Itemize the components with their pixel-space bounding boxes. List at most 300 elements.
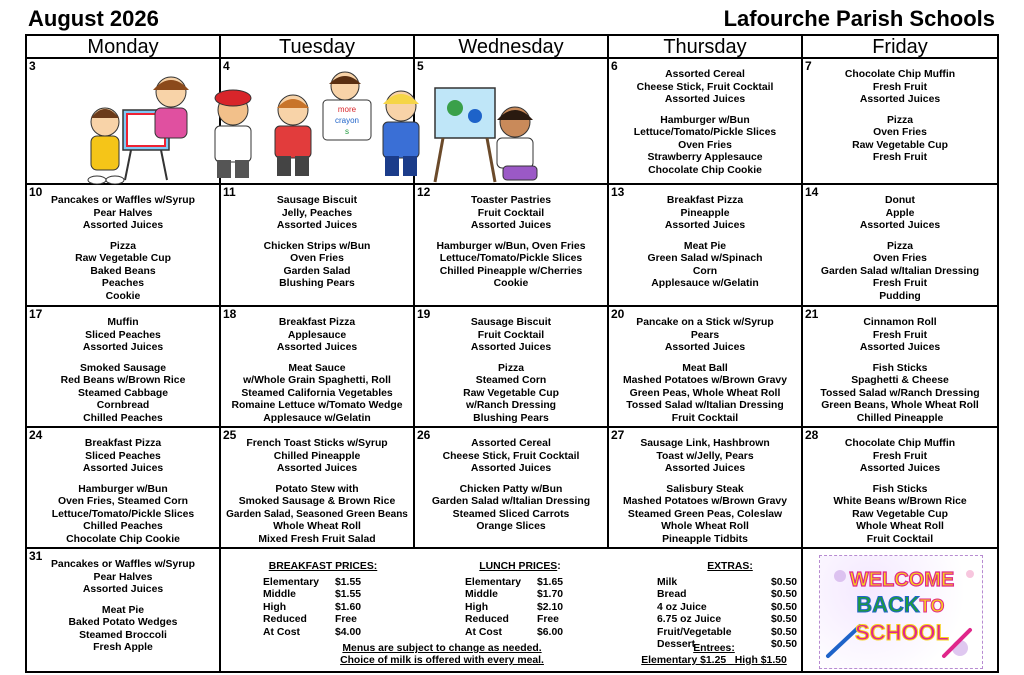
price-label: Fruit/Vegetable	[657, 626, 732, 638]
menu-item: Chilled Pineapple	[856, 412, 944, 424]
menu-item: Potato Stew with	[275, 483, 359, 495]
menu-item: French Toast Sticks w/Syrup	[246, 438, 388, 449]
day-cell-24	[27, 428, 221, 549]
price-row	[263, 602, 383, 615]
menu-item: Assorted Cereal	[471, 438, 551, 449]
day-number: 19	[417, 307, 431, 321]
day-menu	[415, 317, 607, 428]
day-cell-6	[609, 59, 803, 185]
price-label: Elementary	[263, 576, 320, 588]
price-row	[263, 577, 383, 590]
menu-item: Assorted Juices	[664, 463, 746, 474]
menu-item: Strawberry Applesauce	[647, 152, 763, 163]
menu-item: Orange Slices	[476, 521, 546, 532]
price-label: High	[465, 601, 489, 613]
price-value: $0.50	[771, 576, 798, 588]
day-number: 10	[29, 185, 43, 199]
menu-change-note: Menus are subject to change as needed.	[342, 643, 542, 654]
day-menu	[803, 317, 997, 428]
lunch-prices-title	[465, 561, 575, 574]
lunch-menu	[27, 241, 219, 304]
day-menu	[27, 559, 219, 663]
menu-item: Raw Vegetable Cup	[463, 387, 559, 399]
menu-item: Assorted Juices	[276, 220, 358, 231]
menu-item: Whole Wheat Roll	[273, 521, 361, 532]
menu-item: Pudding	[879, 290, 921, 302]
day-number: 27	[611, 428, 625, 442]
menu-item: Chocolate Chip Muffin	[844, 69, 956, 80]
menu-item: Fresh Fruit	[872, 450, 928, 462]
price-row	[263, 589, 383, 602]
menu-item: Fruit Cocktail	[866, 533, 934, 545]
menu-item: Donut	[884, 195, 915, 206]
day-number: 24	[29, 428, 43, 442]
menu-item: Chocolate Chip Muffin	[844, 438, 956, 449]
menu-item: Green Beans, Whole Wheat Roll	[821, 400, 979, 411]
menu-item: Green Salad w/Spinach	[647, 253, 763, 264]
extras-prices	[657, 561, 803, 652]
lunch-menu	[609, 115, 801, 178]
price-value: $0.50	[771, 626, 798, 638]
menu-item: Cookie	[105, 290, 141, 302]
menu-item: Pizza	[498, 362, 524, 374]
menu-item: Pineapple Tidbits	[662, 533, 748, 545]
price-label: Middle	[263, 589, 296, 600]
lunch-menu	[221, 484, 413, 547]
menu-item: Meat Pie	[101, 604, 145, 616]
breakfast-prices	[263, 561, 383, 639]
price-row	[657, 602, 803, 615]
lunch-menu	[803, 241, 997, 304]
breakfast-menu	[609, 438, 801, 476]
price-value: $1.70	[537, 589, 564, 600]
menu-item: Mixed Fresh Fruit Salad	[258, 533, 376, 545]
to-word: TO	[919, 596, 945, 616]
price-value: $1.65	[537, 576, 564, 588]
kids-clipart-image	[83, 70, 603, 188]
breakfast-menu	[221, 438, 413, 476]
breakfast-menu	[609, 317, 801, 355]
breakfast-menu	[221, 317, 413, 355]
day-cell-27	[609, 428, 803, 549]
weekday-monday: Monday	[27, 36, 221, 59]
menu-item: Chocolate Chip Cookie	[648, 164, 762, 176]
lunch-prices-title-colon: :	[557, 561, 561, 572]
menu-item: Assorted Juices	[470, 342, 552, 353]
menu-item: Fresh Fruit	[872, 329, 928, 341]
menu-item: Whole Wheat Roll	[856, 521, 944, 532]
price-value: Free	[335, 614, 357, 625]
price-row	[465, 602, 575, 615]
menu-item: Fruit Cocktail	[477, 329, 545, 341]
welcome-graphic	[820, 556, 984, 670]
price-label: High	[263, 601, 287, 613]
day-cell-11	[221, 185, 415, 307]
menu-item: Fresh Fruit	[872, 278, 928, 289]
breakfast-menu	[415, 438, 607, 476]
day-menu	[221, 438, 413, 549]
menu-item: Oven Fries	[290, 253, 344, 264]
lunch-menu	[27, 605, 219, 655]
lunch-menu	[803, 115, 997, 165]
menu-item: Steamed Sliced Carrots	[452, 508, 570, 520]
lunch-menu	[803, 484, 997, 547]
menu-item: Garden Salad w/Italian Dressing	[820, 265, 980, 277]
menu-item: Steamed Broccoli	[79, 629, 167, 641]
day-cell-10	[27, 185, 221, 307]
price-row	[465, 589, 575, 602]
day-menu	[221, 317, 413, 428]
menu-item: Assorted Juices	[82, 342, 164, 353]
menu-item: Green Peas, Whole Wheat Roll	[629, 387, 781, 399]
day-cell-13	[609, 185, 803, 307]
day-menu	[609, 195, 801, 299]
menu-item: Oven Fries	[678, 139, 732, 151]
price-value: $1.60	[335, 601, 362, 613]
breakfast-menu	[803, 438, 997, 476]
day-cell-18	[221, 307, 415, 428]
menu-item: Mashed Potatoes w/Brown Gravy	[623, 496, 787, 507]
day-number: 11	[223, 185, 236, 199]
price-label: Dessert	[657, 639, 696, 650]
menu-item: Fresh Fruit	[872, 152, 928, 163]
menu-item: Pizza	[887, 240, 913, 252]
price-value: $0.50	[771, 589, 798, 600]
day-cell-14	[803, 185, 997, 307]
day-number: 17	[29, 307, 43, 321]
menu-item: Assorted Cereal	[665, 69, 745, 80]
menu-item: Fruit Cocktail	[671, 412, 739, 424]
day-menu	[27, 438, 219, 549]
price-label: Milk	[657, 576, 678, 588]
menu-item: Romaine Lettuce w/Tomato Wedge	[231, 400, 403, 411]
price-value: $1.55	[335, 589, 362, 600]
menu-item: w/Whole Grain Spaghetti, Roll	[243, 375, 391, 386]
menu-item: Fish Sticks	[872, 362, 928, 374]
lunch-menu	[609, 484, 801, 547]
menu-item: Garden Salad, Seasoned Green Beans	[226, 508, 408, 520]
lunch-menu	[221, 363, 413, 426]
menu-item: Raw Vegetable Cup	[852, 139, 948, 151]
lunch-menu	[803, 363, 997, 426]
school-name: Lafourche Parish Schools	[723, 6, 995, 31]
day-cell-17	[27, 307, 221, 428]
menu-item: Pizza	[110, 240, 136, 252]
lunch-menu	[27, 484, 219, 547]
welcome-back-image	[819, 555, 983, 669]
menu-item: Peaches	[101, 278, 145, 289]
day-menu	[221, 195, 413, 299]
day-number: 6	[611, 59, 618, 73]
price-value: $6.00	[537, 626, 564, 638]
day-menu	[27, 195, 219, 307]
menu-item: Tossed Salad w/Italian Dressing	[626, 400, 784, 411]
menu-item: Sliced Peaches	[85, 329, 161, 341]
breakfast-menu	[415, 317, 607, 355]
lunch-menu	[415, 484, 607, 534]
entrees-title: Entrees:	[693, 643, 735, 654]
month-title: August 2026	[28, 6, 159, 31]
menu-item: Assorted Juices	[82, 584, 164, 595]
menu-item: Assorted Juices	[470, 463, 552, 474]
menu-item: Pineapple	[680, 207, 730, 219]
day-cell-31	[27, 549, 221, 671]
extras-title: EXTRAS:	[707, 561, 753, 572]
menu-item: Blushing Pears	[473, 412, 549, 424]
day-number: 20	[611, 307, 625, 321]
weekday-thursday: Thursday	[609, 36, 803, 59]
menu-item: Assorted Juices	[859, 342, 941, 353]
breakfast-prices-title: BREAKFAST PRICES:	[268, 561, 378, 572]
menu-item: Muffin	[107, 317, 139, 328]
day-number: 18	[223, 307, 237, 321]
price-value: $0.50	[771, 614, 798, 625]
price-value: $0.50	[771, 639, 798, 650]
price-label: Reduced	[263, 614, 307, 625]
menu-item: Oven Fries	[873, 253, 927, 264]
weekday-tuesday: Tuesday	[221, 36, 415, 59]
menu-item: Mashed Potatoes w/Brown Gravy	[623, 375, 787, 386]
menu-item: Applesauce	[287, 329, 347, 341]
day-number: 26	[417, 428, 431, 442]
day-menu	[27, 317, 219, 428]
day-menu	[609, 69, 801, 185]
price-row	[657, 589, 803, 602]
day-cell-28	[803, 428, 997, 549]
day-cell-20	[609, 307, 803, 428]
menu-item: Sliced Peaches	[85, 450, 161, 462]
menu-item: Assorted Juices	[82, 220, 164, 231]
menu-item: Raw Vegetable Cup	[852, 508, 948, 520]
menu-item: Hamburger w/Bun	[660, 114, 750, 126]
menu-item: Corn	[692, 265, 718, 277]
calendar-grid	[25, 34, 999, 673]
menu-item: Lettuce/Tomato/Pickle Slices	[633, 127, 777, 138]
menu-item: Steamed Corn	[475, 375, 547, 386]
menu-item: Chilled Peaches	[83, 521, 163, 532]
menu-item: Baked Beans	[90, 265, 156, 277]
menu-item: Chilled Peaches	[83, 412, 163, 424]
menu-item: Assorted Juices	[470, 220, 552, 231]
price-label: Reduced	[465, 614, 509, 625]
day-cell-25	[221, 428, 415, 549]
day-number: 3	[29, 59, 36, 73]
lunch-prices	[465, 561, 575, 639]
menu-item: Spaghetti & Cheese	[851, 375, 949, 386]
menu-item: Fresh Fruit	[872, 81, 928, 93]
breakfast-menu	[803, 69, 997, 107]
menu-item: Assorted Juices	[859, 463, 941, 474]
menu-item: Assorted Juices	[859, 94, 941, 105]
day-cell-19	[415, 307, 609, 428]
menu-item: Assorted Juices	[664, 94, 746, 105]
day-number: 12	[417, 185, 431, 199]
menu-item: Assorted Juices	[664, 220, 746, 231]
menu-item: Lettuce/Tomato/Pickle Slices	[439, 253, 583, 264]
price-label: Bread	[657, 589, 687, 600]
day-menu	[803, 69, 997, 173]
price-row	[657, 614, 803, 627]
menu-item: Sausage Biscuit	[470, 317, 552, 328]
clipart-sign-line2: crayon	[334, 116, 360, 125]
lunch-menu	[609, 241, 801, 291]
menu-item: Red Beans w/Brown Rice	[60, 375, 186, 386]
menu-item: Oven Fries, Steamed Corn	[58, 496, 188, 507]
price-row	[465, 627, 575, 640]
menu-item: Meat Pie	[683, 240, 727, 252]
milk-choice-note: Choice of milk is offered with every meal.	[340, 655, 544, 666]
day-number: 4	[223, 59, 230, 73]
menu-item: Breakfast Pizza	[84, 438, 162, 449]
menu-item: Steamed Green Peas, Coleslaw	[627, 508, 783, 520]
menu-item: Baked Potato Wedges	[68, 617, 178, 628]
day-menu	[415, 195, 607, 299]
day-number: 13	[611, 185, 625, 199]
menu-item: Assorted Juices	[664, 342, 746, 353]
price-value: $1.55	[335, 576, 362, 588]
menu-item: Applesauce w/Gelatin	[651, 278, 759, 289]
menu-item: Jelly, Peaches	[281, 207, 353, 219]
menu-item: Meat Sauce	[288, 362, 346, 374]
menu-item: Breakfast Pizza	[278, 317, 356, 328]
price-row	[657, 577, 803, 590]
welcome-word: WELCOME	[849, 569, 955, 591]
menu-item: Smoked Sausage	[79, 362, 167, 374]
breakfast-menu	[27, 559, 219, 597]
menu-item: Sausage Link, Hashbrown	[640, 438, 770, 449]
menu-item: Chicken Patty w/Bun	[459, 483, 563, 495]
menu-item: Pancakes or Waffles w/Syrup	[51, 559, 195, 570]
menu-item: w/Ranch Dressing	[465, 400, 557, 411]
day-menu	[803, 438, 997, 549]
lunch-menu	[415, 241, 607, 291]
breakfast-menu	[27, 438, 219, 476]
menu-item: Chicken Strips w/Bun	[263, 240, 371, 252]
menu-item: White Beans w/Brown Rice	[833, 496, 967, 507]
price-value: $2.10	[537, 601, 564, 613]
menu-item: Cookie	[493, 278, 529, 289]
menu-item: Raw Vegetable Cup	[75, 253, 171, 264]
day-menu	[803, 195, 997, 307]
menu-item: Sausage Biscuit	[276, 195, 358, 206]
school-word: SCHOOL	[854, 620, 950, 645]
breakfast-menu	[609, 69, 801, 107]
breakfast-menu	[803, 195, 997, 233]
menu-item: Pancake on a Stick w/Syrup	[636, 317, 774, 328]
menu-item: Steamed California Vegetables	[241, 387, 393, 399]
day-menu	[415, 438, 607, 542]
menu-item: Steamed Cabbage	[77, 387, 169, 399]
menu-item: Tossed Salad w/Ranch Dressing	[820, 387, 980, 399]
menu-item: Garden Salad w/Italian Dressing	[431, 496, 591, 507]
breakfast-menu	[27, 195, 219, 233]
day-cell-26	[415, 428, 609, 549]
clipart-sign-line1: more	[337, 105, 357, 114]
clipart-sign-line3: s	[345, 127, 349, 136]
price-row	[657, 627, 803, 640]
lunch-prices-title-text: LUNCH PRICES	[479, 561, 558, 572]
lunch-menu	[27, 363, 219, 426]
menu-item: Pear Halves	[93, 571, 153, 583]
menu-item: Hamburger w/Bun, Oven Fries	[436, 240, 586, 252]
menu-item: Toaster Pastries	[470, 195, 552, 206]
price-label: 4 oz Juice	[657, 601, 707, 613]
menu-item: Blushing Pears	[279, 278, 355, 289]
weekday-wednesday: Wednesday	[415, 36, 609, 59]
menu-item: Lettuce/Tomato/Pickle Slices	[51, 508, 195, 520]
breakfast-menu	[221, 195, 413, 233]
entrees-prices: Elementary $1.25 High $1.50	[641, 655, 787, 666]
weekday-friday: Friday	[803, 36, 997, 59]
day-number: 31	[29, 549, 43, 563]
day-menu	[609, 438, 801, 549]
day-number: 21	[805, 307, 819, 321]
day-number: 14	[805, 185, 819, 199]
day-cell-7	[803, 59, 997, 185]
price-label: Middle	[465, 589, 498, 600]
menu-item: Pancakes or Waffles w/Syrup	[51, 195, 195, 206]
day-cell-21	[803, 307, 997, 428]
menu-item: Cinnamon Roll	[863, 317, 937, 328]
price-value: $0.50	[771, 601, 798, 613]
breakfast-menu	[803, 317, 997, 355]
lunch-menu	[415, 363, 607, 426]
menu-item: Apple	[885, 207, 915, 219]
breakfast-menu	[609, 195, 801, 233]
lunch-menu	[609, 363, 801, 426]
price-label: At Cost	[465, 626, 502, 638]
menu-item: Assorted Juices	[859, 220, 941, 231]
day-number: 25	[223, 428, 237, 442]
menu-item: Applesauce w/Gelatin	[263, 412, 371, 424]
menu-item: Cheese Stick, Fruit Cocktail	[442, 450, 580, 462]
price-row	[263, 627, 383, 640]
menu-item: Chilled Pineapple	[273, 450, 361, 462]
menu-item: Pear Halves	[93, 207, 153, 219]
menu-item: Smoked Sausage & Brown Rice	[238, 496, 396, 507]
price-row	[465, 614, 575, 627]
menu-item: Fruit Cocktail	[477, 207, 545, 219]
day-number: 5	[417, 59, 424, 73]
breakfast-menu	[27, 317, 219, 355]
menu-item: Pizza	[887, 114, 913, 126]
prices-panel	[221, 549, 803, 671]
back-word: BACK	[856, 592, 920, 617]
day-menu	[609, 317, 801, 428]
menu-item: Breakfast Pizza	[666, 195, 744, 206]
menu-item: Cornbread	[96, 400, 150, 411]
menu-item: Assorted Juices	[276, 463, 358, 474]
menu-item: Chilled Pineapple w/Cherries	[439, 265, 583, 277]
menu-item: Garden Salad	[283, 265, 351, 277]
price-label: 6.75 oz Juice	[657, 614, 722, 625]
menu-item: Pears	[690, 329, 720, 341]
menu-item: Assorted Juices	[276, 342, 358, 353]
welcome-cell	[803, 549, 997, 671]
menu-item: Meat Ball	[682, 362, 728, 374]
menu-item: Assorted Juices	[82, 463, 164, 474]
menu-item: Oven Fries	[873, 127, 927, 138]
menu-item: Whole Wheat Roll	[661, 521, 749, 532]
day-cell-12	[415, 185, 609, 307]
menu-item: Cheese Stick, Fruit Cocktail	[636, 81, 774, 93]
day-number: 28	[805, 428, 819, 442]
menu-item: Fresh Apple	[93, 642, 153, 653]
lunch-menu	[221, 241, 413, 291]
menu-item: Hamburger w/Bun	[78, 483, 168, 495]
menu-item: Salisbury Steak	[666, 483, 744, 495]
day-number: 7	[805, 59, 812, 73]
